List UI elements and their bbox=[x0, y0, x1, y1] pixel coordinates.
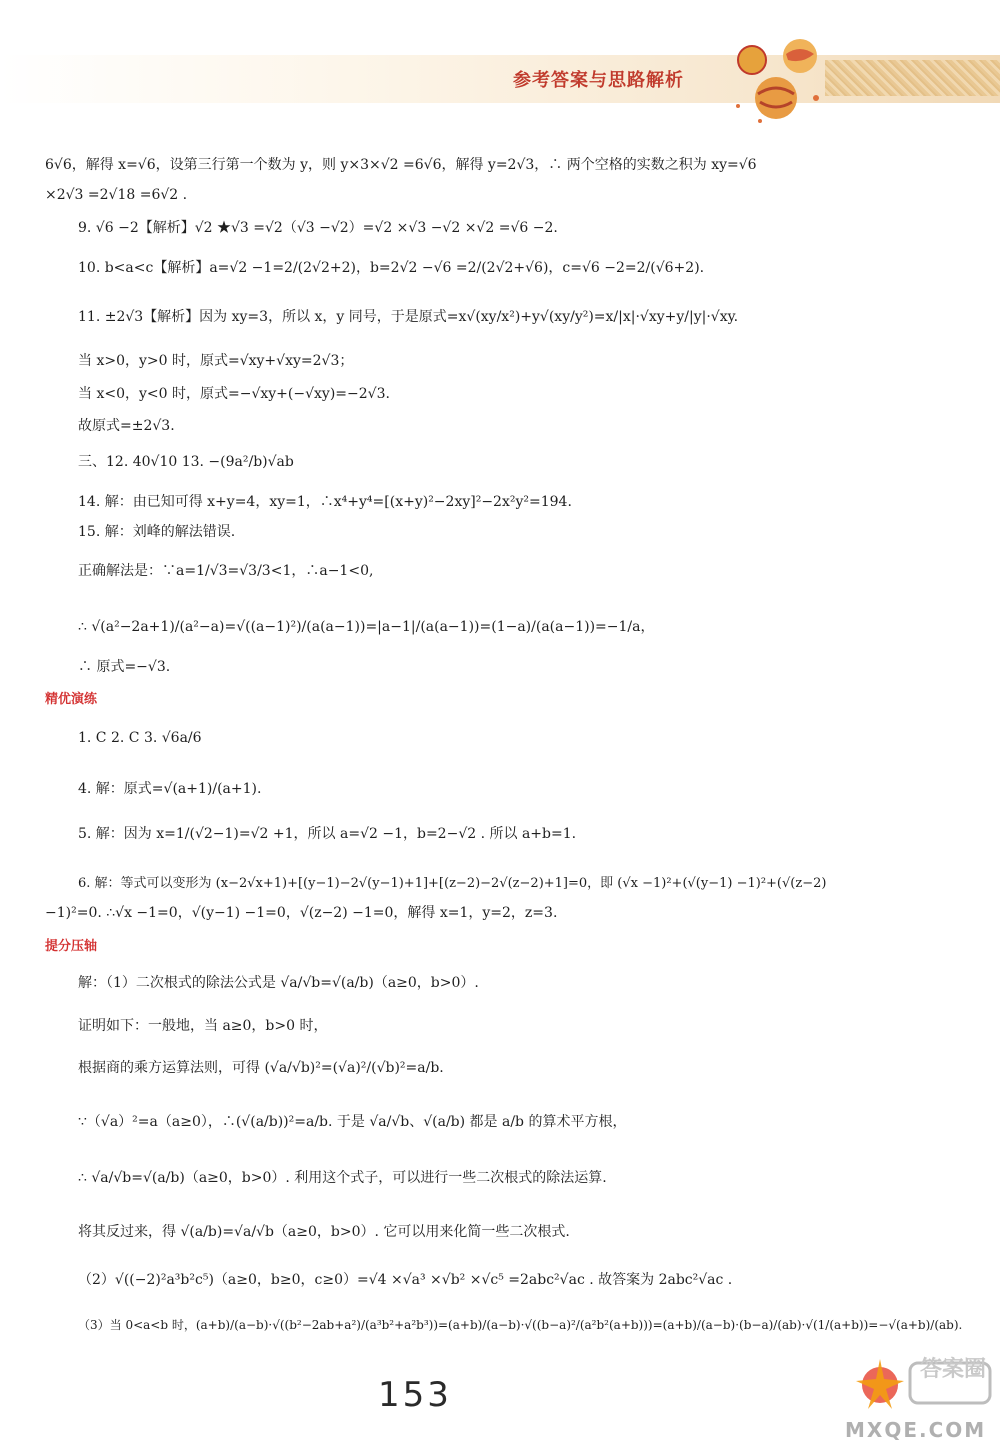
page-header-title: 参考答案与思路解析 bbox=[513, 70, 684, 91]
text-line: ∴ √(a²−2a+1)/(a²−a)=√((a−1)²)/(a(a−1))=|a−1|/(a(a−1))=(1−a)/(a(a−1))=−1/a， bbox=[78, 619, 655, 635]
text-line: 三、12. 40√10 13. −(9a²/b)√ab bbox=[78, 454, 294, 470]
page-number: 153 bbox=[378, 1375, 452, 1415]
text-line: 证明如下：一般地，当 a≥0，b>0 时， bbox=[78, 1018, 328, 1034]
text-line: 故原式=±2√3. bbox=[78, 418, 175, 434]
text-line: （2）√((−2)²a³b²c⁵)（a≥0，b≥0，c≥0）=√4 ×√a³ ×√b² ×√c⁵ =2abc²√ac . 故答案为 2abc²√ac . bbox=[78, 1272, 733, 1288]
text-line: 10. b<a<c【解析】a=√2 −1=2/(2√2+2)，b=2√2 −√6 =2/(2√2+√6)，c=√6 −2=2/(√6+2). bbox=[78, 260, 705, 276]
text-line: ∵（√a）²=a（a≥0），∴(√(a/b))²=a/b. 于是 √a/√b、√(a/b) 都是 a/b 的算术平方根， bbox=[78, 1114, 627, 1130]
text-line: 解：（1）二次根式的除法公式是 √a/√b=√(a/b)（a≥0，b>0）. bbox=[78, 975, 479, 991]
text-line: 4. 解：原式=√(a+1)/(a+1). bbox=[78, 781, 262, 797]
text-line: 1. C 2. C 3. √6a/6 bbox=[78, 730, 202, 746]
text-line: 正确解法是：∵a=1/√3=√3/3<1，∴a−1<0, bbox=[78, 563, 374, 579]
section-heading-challenge: 提分压轴 bbox=[45, 939, 98, 954]
section-heading-practice: 精优演练 bbox=[45, 692, 98, 707]
text-line: （3）当 0<a<b 时，(a+b)/(a−b)·√((b²−2ab+a²)/(a³b²+a²b³))=(a+b)/(a−b)·√((b−a)²/(a²b²(a+b)))=(a+b)/(a−b)·(b−a)/(ab)·√(1/(a+b))=−√(a+b)/(ab). bbox=[78, 1318, 963, 1332]
text-line: 6. 解：等式可以变形为 (x−2√x+1)+[(y−1)−2√(y−1)+1]+[(z−2)−2√(z−2)+1]=0，即 (√x −1)²+(√(y−1) −1)²+(√(z−2) bbox=[78, 876, 827, 891]
text-line: 6√6，解得 x=√6，设第三行第一个数为 y，则 y×3×√2 =6√6，解得 y=2√3，∴ 两个空格的实数之积为 xy=√6 bbox=[45, 157, 757, 173]
text-line: 5. 解：因为 x=1/(√2−1)=√2 +1，所以 a=√2 −1，b=2−√2 . 所以 a+b=1. bbox=[78, 826, 577, 842]
text-line: 根据商的乘方运算法则，可得 (√a/√b)²=(√a)²/(√b)²=a/b. bbox=[78, 1060, 444, 1076]
watermark-url: MXQE.COM bbox=[845, 1418, 987, 1442]
planets-decoration-icon bbox=[730, 36, 830, 126]
text-line: 当 x>0，y>0 时，原式=√xy+√xy=2√3； bbox=[78, 353, 354, 369]
text-line: ×2√3 =2√18 =6√2 . bbox=[45, 187, 188, 203]
watermark-text: 答案圈 bbox=[920, 1357, 987, 1382]
text-line: −1)²=0. ∴√x −1=0，√(y−1) −1=0，√(z−2) −1=0，解得 x=1，y=2，z=3. bbox=[45, 905, 558, 921]
text-line: 14. 解：由已知可得 x+y=4，xy=1，∴x⁴+y⁴=[(x+y)²−2xy]²−2x²y²=194. bbox=[78, 494, 572, 510]
text-line: 15. 解：刘峰的解法错误. bbox=[78, 524, 236, 540]
header-texture bbox=[825, 60, 1000, 96]
text-line: 11. ±2√3【解析】因为 xy=3，所以 x，y 同号，于是原式=x√(xy/x²)+y√(xy/y²)=x/|x|·√xy+y/|y|·√xy. bbox=[78, 309, 739, 325]
text-line: ∴ 原式=−√3. bbox=[78, 659, 171, 675]
text-line: ∴ √a/√b=√(a/b)（a≥0，b>0）. 利用这个式子，可以进行一些二次根式的除法运算. bbox=[78, 1170, 607, 1186]
text-line: 9. √6 −2【解析】√2 ★√3 =√2（√3 −√2）=√2 ×√3 −√2 ×√2 =√6 −2. bbox=[78, 220, 558, 236]
text-line: 当 x<0，y<0 时，原式=−√xy+(−√xy)=−2√3. bbox=[78, 386, 390, 402]
text-line: 将其反过来，得 √(a/b)=√a/√b（a≥0，b>0）. 它可以用来化简一些二次根式. bbox=[78, 1224, 570, 1240]
